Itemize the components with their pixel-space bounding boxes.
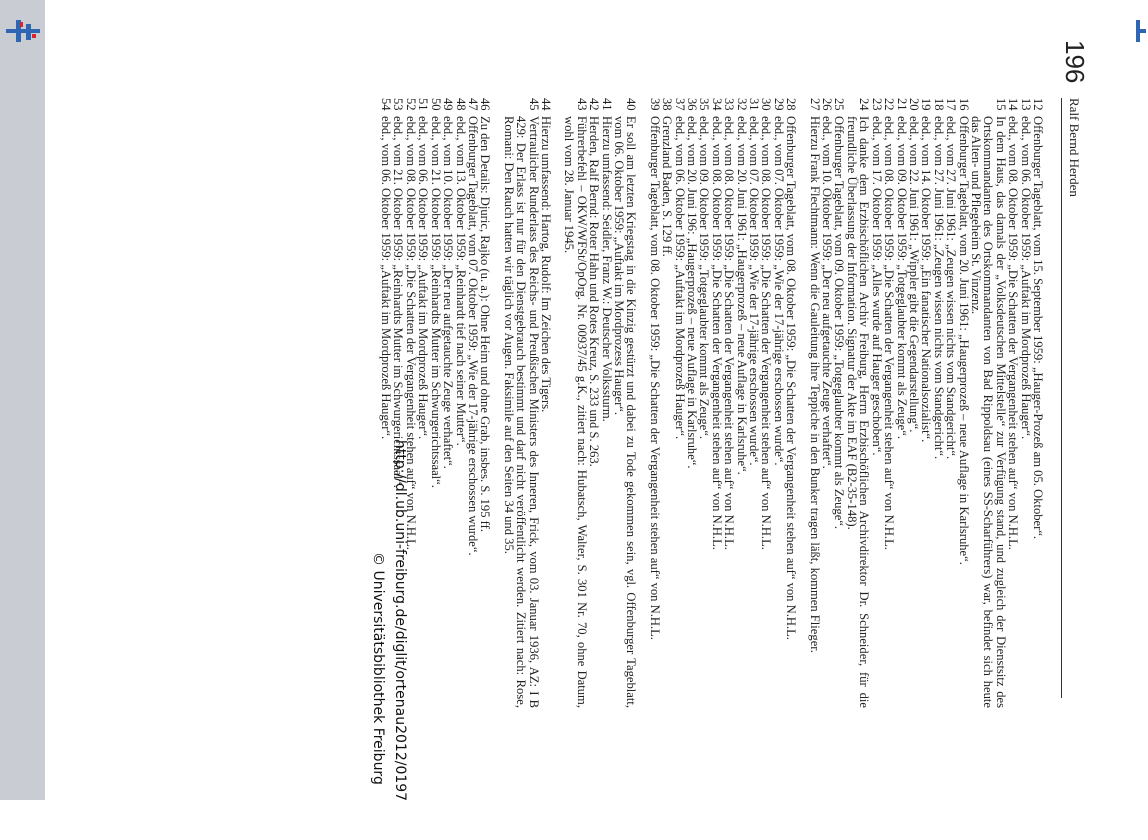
footnote bbox=[648, 98, 660, 708]
footnote-number: 14 bbox=[1006, 98, 1021, 111]
footnote-text: ebd., vom 27. Juni 1961: „Zeugen wissen nichts vom Standgericht“. bbox=[931, 116, 946, 460]
footnote-number: 13 bbox=[1018, 98, 1033, 111]
footnote-number: 53 bbox=[391, 98, 406, 111]
viewer-sidebar bbox=[0, 0, 45, 800]
footnote-number: 15 bbox=[993, 98, 1008, 111]
footnote-number: 25 bbox=[832, 98, 847, 111]
footnote-text: ebd., vom 21. Oktober 1959: „Reinhardts Mutter im Schwurgerichtssaal“. bbox=[391, 116, 406, 488]
footnote-number: 17 bbox=[944, 98, 959, 111]
footnote bbox=[479, 98, 491, 708]
footnote-number: 29 bbox=[771, 98, 786, 111]
footnote-group bbox=[502, 98, 552, 708]
footnote-text: ebd., vom 13. Oktober 1959: „Reinhardt tief nach seiner Mutter“. bbox=[453, 116, 468, 446]
footnote bbox=[1019, 98, 1031, 708]
footnote-text: Hierzu umfassend: Hartog, Rudolf: Im Zeichen des Tigers. bbox=[538, 116, 553, 413]
footnote bbox=[760, 98, 772, 708]
footnote bbox=[970, 98, 1007, 708]
footnote-text: ebd., vom 06. Oktober 1959: „Auftakt im Mordprozeß Hauger“. bbox=[416, 116, 431, 440]
footnote-number: 22 bbox=[882, 98, 897, 111]
footnote bbox=[454, 98, 466, 708]
footnote-text: ebd., vom 17. Oktober 1959: „Alles wurde auf Hauger geschoben“. bbox=[869, 116, 884, 456]
footnote-text: Offenburger Tageblatt, vom 08. Oktober 1959: „Die Schatten der Vergangenheit stehen auf“ von N.H.L. bbox=[784, 116, 799, 640]
watermark-copyright: © Universitätsbibliothek Freiburg bbox=[370, 552, 386, 785]
footnote-text: ebd., vom 07. Oktober 1959: „Wie der 17-jährige erschossen wurde“. bbox=[747, 116, 762, 466]
footnote bbox=[883, 98, 895, 708]
footnote bbox=[710, 98, 722, 708]
footnote-number: 47 bbox=[465, 98, 480, 111]
footnote-text: Offenburger Tageblatt, vom 09. Oktober 1959: „Totgeglaubter kommt als Zeuge“. bbox=[832, 116, 847, 530]
edge-logo-icon bbox=[1136, 20, 1146, 42]
footnote-number: 49 bbox=[441, 98, 456, 111]
footnote-number: 16 bbox=[956, 98, 971, 111]
footnote-text: ebd., vom 27. Juni 1961: „Zeugen wissen nichts vom Standgericht“. bbox=[944, 116, 959, 460]
library-logo-icon bbox=[6, 20, 40, 42]
footnote-text: ebd., vom 08. Oktober 1959: „Die Schatten der Vergangenheit stehen auf“ von N.H.L. bbox=[759, 116, 774, 550]
footnote bbox=[600, 98, 612, 708]
header-rule bbox=[1061, 98, 1062, 698]
footnote-number: 26 bbox=[820, 98, 835, 111]
footnote-number: 30 bbox=[759, 98, 774, 111]
footnote-text: ebd., vom 08. Oktober 1959: „Die Schatten der Vergangenheit stehen auf“ von N.H.L. bbox=[403, 116, 418, 550]
footnote-number: 44 bbox=[538, 98, 553, 111]
footnote bbox=[957, 98, 969, 708]
footnote-number: 19 bbox=[919, 98, 934, 111]
footnote-text: Hierzu Frank Flechtmann: Wenn die Gauleitung ihre Teppiche in den Bunker tragen läßt, kommen Flieger. bbox=[807, 116, 822, 653]
footnote-number: 28 bbox=[784, 98, 799, 111]
footnote-text: In dem Haus, das damals der „Volksdeutschen Mittelstelle“ zur Verfügung stand, und zugleich der Dienstsitz des Ortskommandanten des Ortskommandanten von Bad Rippoldsau (eines SS-Scharführers) war, befindet sich heute das Alten- und Pflegeheim St. Vinzenz. bbox=[968, 116, 1008, 708]
footnote-text: ebd., vom 21. Oktober 1959: „Reinhardts Mutter im Schwurgerichtssaal“. bbox=[428, 116, 443, 488]
footnote-text: ebd., vom 06. Oktober 1959: „Auftakt im Mordprozeß Hauger“. bbox=[1018, 116, 1033, 440]
footnote-number: 46 bbox=[478, 98, 493, 111]
footnote bbox=[908, 98, 920, 708]
footnote bbox=[932, 98, 944, 708]
footnote-text: ebd., vom 06. Oktober 1959: „Auftakt im Mordprozeß Hauger“. bbox=[672, 116, 687, 440]
footnote-text: ebd., vom 10. Oktober 1959: „Der neu aufgetauchte Zeuge verhaftet“. bbox=[441, 116, 456, 469]
footnote-number: 36 bbox=[685, 98, 700, 111]
footnote-text: Offenburger Tageblatt, vom 07. Oktober 1959: „Wie der 17-jährige erschossen wurde“. bbox=[465, 116, 480, 556]
footnote-number: 45 bbox=[526, 98, 541, 111]
footnote-number: 38 bbox=[660, 98, 675, 111]
footnote bbox=[417, 98, 429, 708]
footnote-text: ebd., vom 08. Oktober 1959: „Die Schatten der Vergangenheit stehen auf“ von N.H.L. bbox=[882, 116, 897, 550]
footnote-text: ebd., vom 09. Oktober 1959: „Totgeglaubter kommt als Zeuge“. bbox=[697, 116, 712, 439]
footnote bbox=[748, 98, 760, 708]
footnote-number: 21 bbox=[894, 98, 909, 111]
footnote-number: 50 bbox=[428, 98, 443, 111]
footnote-text: ebd., vom 08. Oktober 1959: „Die Schatten der Vergangenheit stehen auf“ von N.H.L. bbox=[709, 116, 724, 550]
footnote-number: 20 bbox=[906, 98, 921, 111]
footnote-number: 42 bbox=[587, 98, 602, 111]
footnote-number: 32 bbox=[734, 98, 749, 111]
footnote bbox=[723, 98, 735, 708]
footnote-number: 48 bbox=[453, 98, 468, 111]
footnote-number: 35 bbox=[697, 98, 712, 111]
footnote bbox=[895, 98, 907, 708]
footnote bbox=[673, 98, 685, 708]
footnote-number: 39 bbox=[647, 98, 662, 111]
footnote-text: ebd., vom 09. Oktober 1959: „Totgeglaubter kommt als Zeuge“. bbox=[894, 116, 909, 439]
footnote bbox=[442, 98, 454, 708]
footnote-number: 43 bbox=[574, 98, 589, 111]
footnote-number: 12 bbox=[1031, 98, 1045, 111]
footnote-number: 52 bbox=[403, 98, 418, 111]
footnote-number: 40 bbox=[624, 98, 639, 111]
footnote-text: Vertraulicher Runderlass des Reichs- und Preußischen Ministers des Inneren, Frick, vom 03. Januar 1936, AZ: I B 429: Der Erlass ist nur für den Dienstgebrauch bestimmt und darf nicht veröffentlicht werden. Zitiert nach: Rose, Romani: Den Rauch hatten wir täglich vor Augen. Faksimile auf den Seiten 34 und 35. bbox=[501, 116, 541, 708]
page-header bbox=[1056, 40, 1090, 800]
footnote-text: Führerbefehl – OKW/WFSt/OpOrg. Nr. 00937/45 g.K., zitiert nach: Hubatsch, Walter, S. 301 Nr. 70, ohne Datum, wohl vom 28. Januar 1945. bbox=[562, 116, 589, 708]
footnote-text: ebd., vom 10. Oktober 1959: „Der neu aufgetauchte Zeuge verhaftet“. bbox=[820, 116, 835, 469]
footnote-text: ebd., vom 20. Juni 196: „Haugerprozeß – neue Auflage in Karlsruhe“. bbox=[685, 116, 700, 469]
footnote-text: Offenburger Tageblatt, vom 08. Oktober 1959: „Die Schatten der Vergangenheit stehen auf“ von N.H.L. bbox=[647, 116, 662, 640]
footnote bbox=[1007, 98, 1019, 708]
footnote bbox=[1032, 98, 1044, 708]
footnote-group bbox=[563, 98, 637, 708]
running-head: Ralf Bernd Herden bbox=[1067, 98, 1082, 197]
footnote-number: 23 bbox=[869, 98, 884, 111]
footnote-text: ebd., vom 14. Oktober 1959: „Ein fanatischer Nationalsozialist“. bbox=[919, 116, 934, 443]
footnote bbox=[821, 98, 833, 708]
footnote-number: 51 bbox=[416, 98, 431, 111]
footnote-number: 33 bbox=[722, 98, 737, 111]
footnotes bbox=[369, 98, 1044, 708]
footnote bbox=[563, 98, 588, 708]
footnote bbox=[661, 98, 673, 708]
footnote bbox=[698, 98, 710, 708]
footnote-text: Offenburger Tageblatt, vom 15. September 1959: „Hauger-Prozeß am 05. Oktober“. bbox=[1031, 116, 1045, 540]
footnote bbox=[429, 98, 441, 708]
footnote-text: Ich danke dem Erzbischöflichen Archiv Freiburg, Herrn Erzbischöflichen Archivdirektor Dr. Schneider, für die freundliche Überlassung der Information. Signatur der Akte im EAF (B2-35-148). bbox=[844, 116, 872, 708]
footnote-number: 24 bbox=[857, 98, 872, 111]
footnote bbox=[613, 98, 638, 708]
footnote bbox=[808, 98, 820, 708]
footnote-text: ebd., vom 20. Juni 1961: „Haugerprozeß – neue Auflage in Karlsruhe“. bbox=[734, 116, 749, 475]
footnote bbox=[467, 98, 479, 708]
footnote-group bbox=[648, 98, 797, 708]
footnote bbox=[502, 98, 539, 708]
footnote bbox=[945, 98, 957, 708]
footnote-number: 37 bbox=[672, 98, 687, 111]
footnote-text: ebd., vom 08. Oktober 1959: „Die Schatten der Vergangenheit stehen auf“ von N.H.L. bbox=[722, 116, 737, 550]
footnote-text: Herden, Ralf Bernd: Roter Hahn und Rotes Kreuz, S. 233 und S. 263. bbox=[587, 116, 602, 467]
footnote bbox=[686, 98, 698, 708]
footnote bbox=[735, 98, 747, 708]
document-page bbox=[110, 40, 1090, 800]
footnote-text: Grenzland Baden, S. 129 ff. bbox=[660, 116, 675, 257]
footnote-group bbox=[808, 98, 1044, 708]
footnote-text: ebd., vom 07. Oktober 1959: „Wie der 17-jährige erschossen wurde“. bbox=[771, 116, 786, 466]
footnote-number: 31 bbox=[747, 98, 762, 111]
footnote bbox=[833, 98, 845, 708]
page-number: 196 bbox=[1060, 40, 1090, 84]
footnote bbox=[540, 98, 552, 708]
footnote-text: ebd., vom 22. Juni 1961: „Wippler gibt die Gegendarstellung“. bbox=[906, 116, 921, 433]
footnote-number: 34 bbox=[709, 98, 724, 111]
footnote-text: Er soll am letzten Kriegstag in die Kinzig gestürzt und dabei zu Tode gekommen sein, vgl. Offenburger Tageblatt, vom 06. Oktober 1959: „Auftakt im Mordprozess Hauger“. bbox=[612, 116, 639, 708]
footnote bbox=[870, 98, 882, 708]
footnote bbox=[772, 98, 784, 708]
footnote-text: Hierzu umfassend: Seidler, Franz W.: Deutscher Volkssturm. bbox=[599, 116, 614, 422]
footnote-text: ebd., vom 06. Oktober 1959: „Auftakt im Mordprozeß Hauger“. bbox=[379, 116, 394, 440]
footnote bbox=[588, 98, 600, 708]
footnote bbox=[920, 98, 932, 708]
footnote-text: Zu den Details: Djuric, Rajko (u. a.): Ohne Heim und ohne Grab, insbes. S. 195 ff. bbox=[478, 116, 493, 532]
watermark-url: http://dl.ub.uni-freiburg.de/diglit/ortenau2012/0197 bbox=[392, 440, 408, 802]
footnote-text: Offenburger Tageblatt, vom 20. Juni 1961: „Haugerprozeß – neue Auflage in Karlsruhe“. bbox=[956, 116, 971, 565]
footnote bbox=[785, 98, 797, 708]
footnote-number: 27 bbox=[807, 98, 822, 111]
footnote-number: 18 bbox=[931, 98, 946, 111]
footnote-number: 54 bbox=[379, 98, 394, 111]
footnote-number: 41 bbox=[599, 98, 614, 111]
footnote-text: ebd., vom 08. Oktober 1959: „Die Schatten der Vergangenheit stehen auf“ von N.H.L. bbox=[1006, 116, 1021, 550]
footnote bbox=[846, 98, 871, 708]
